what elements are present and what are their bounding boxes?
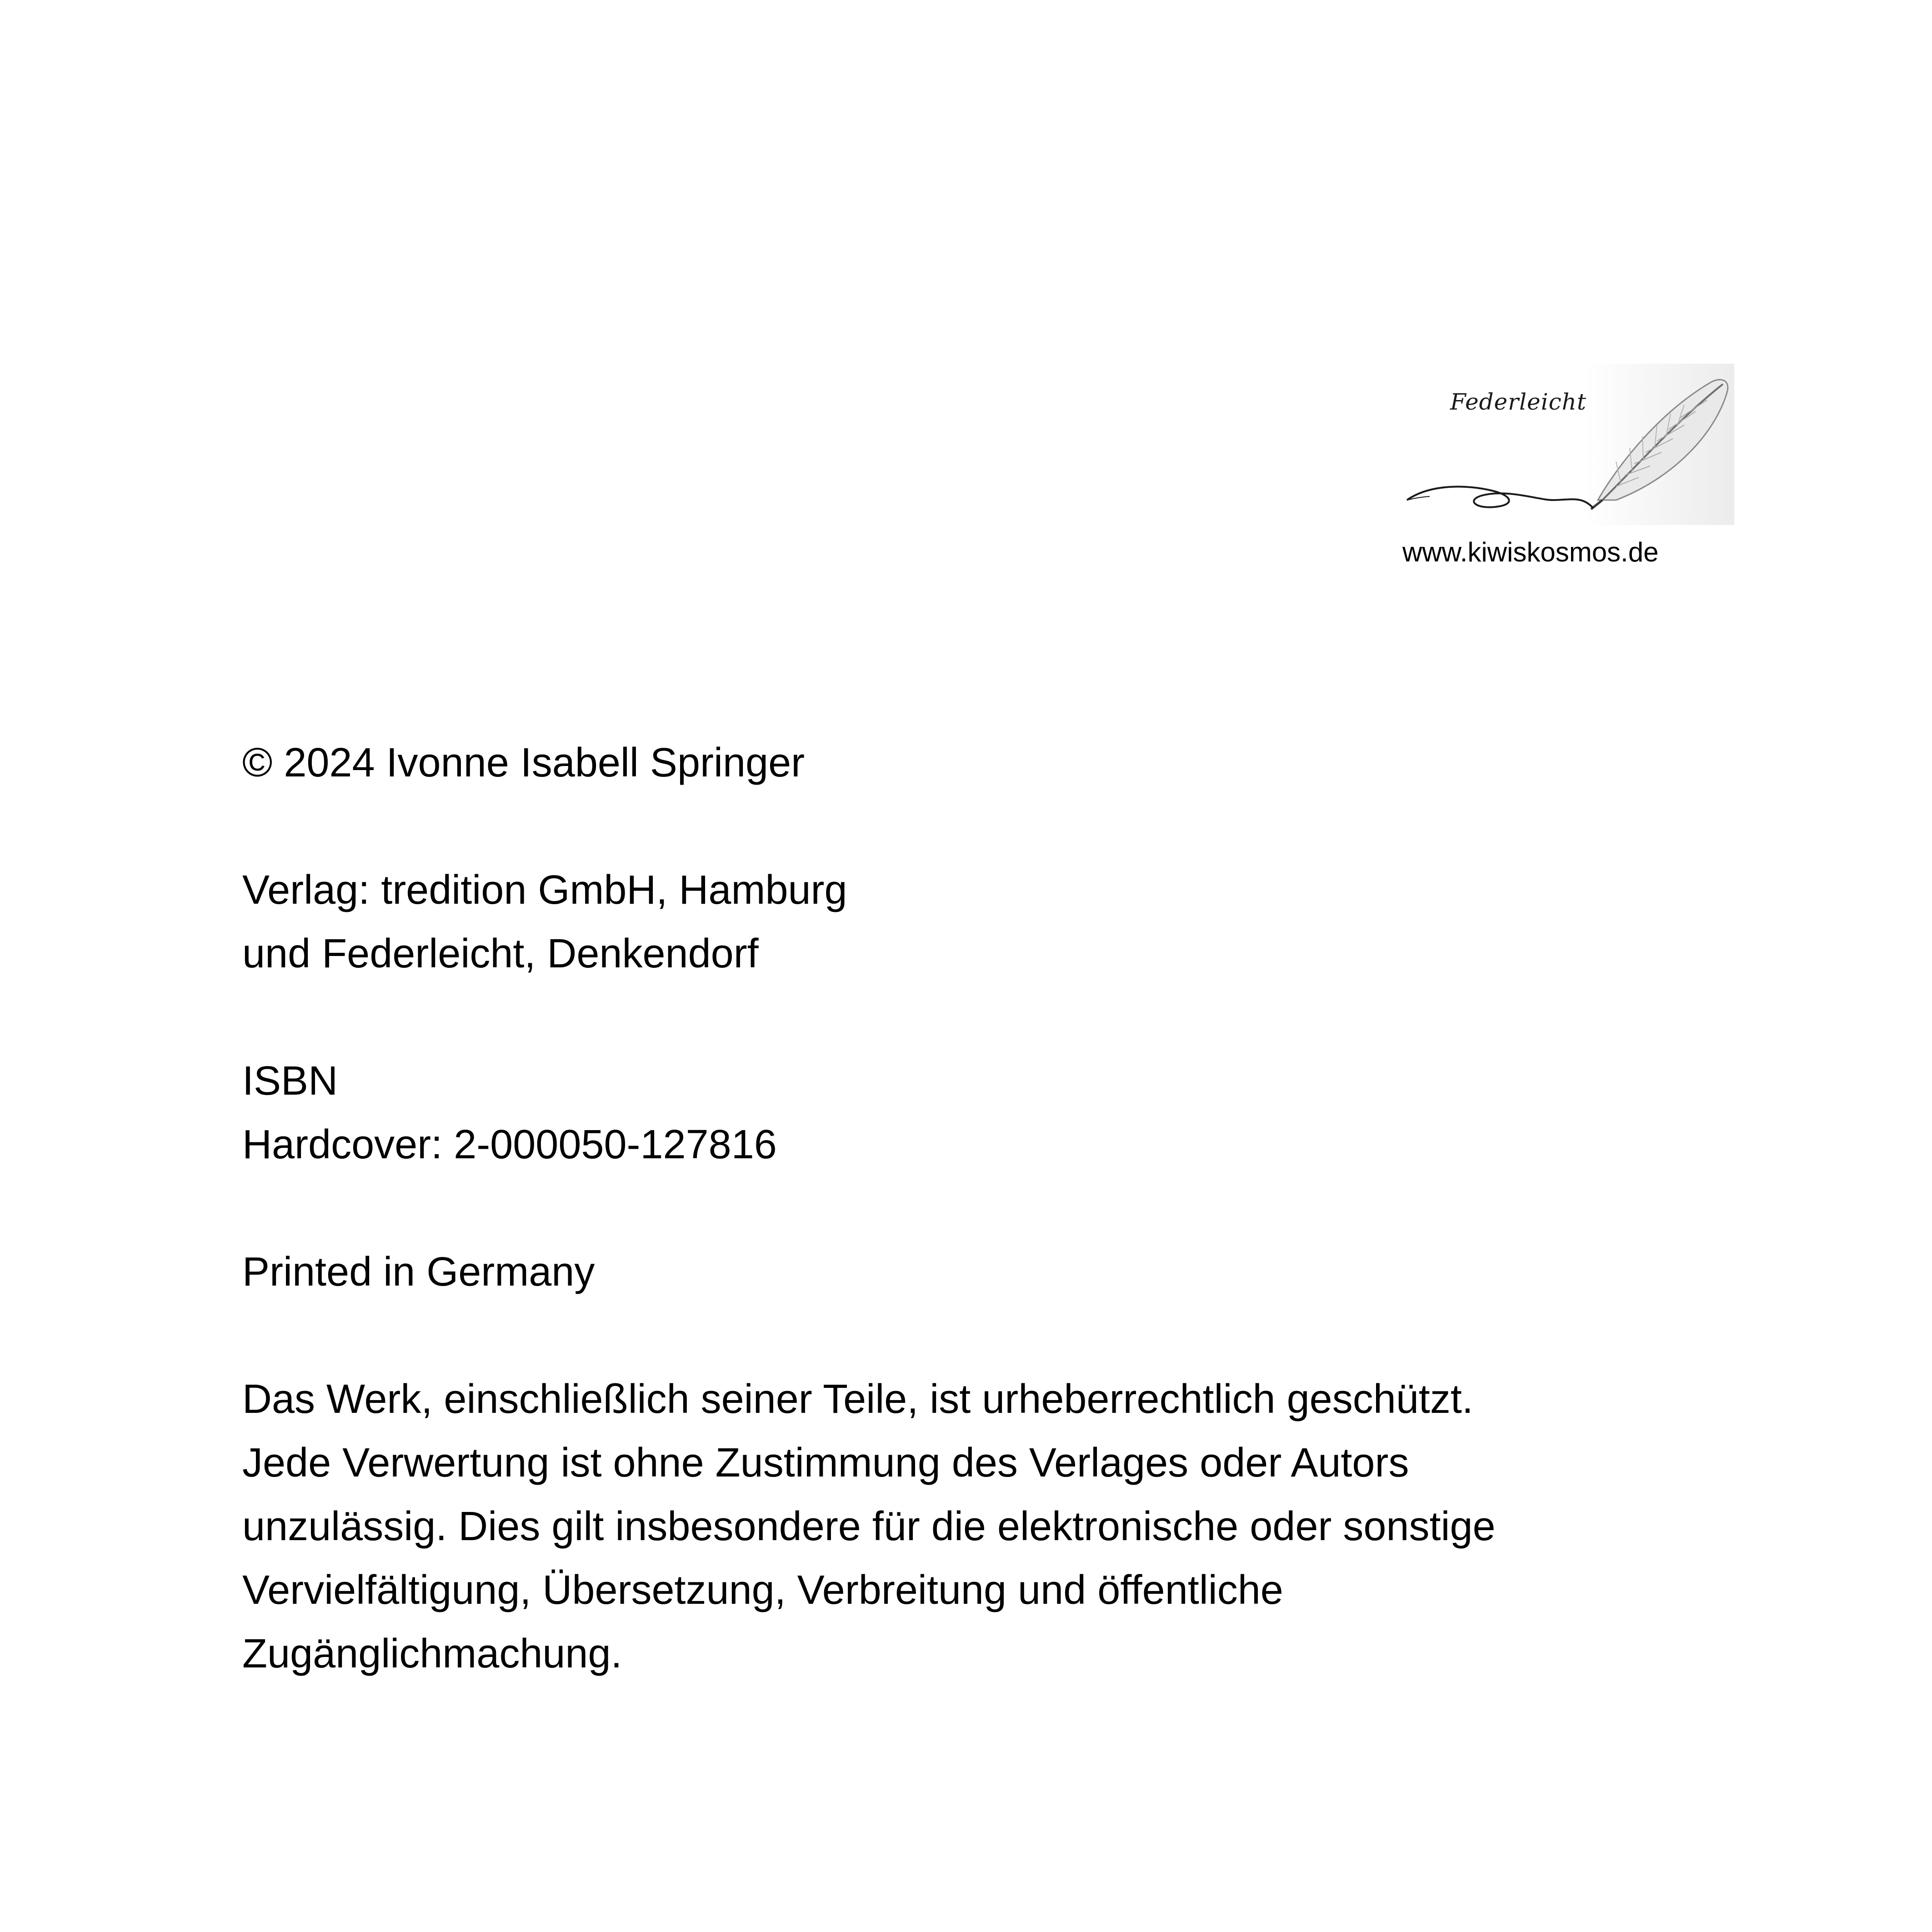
copyright-line: © 2024 Ivonne Isabell Springer bbox=[242, 740, 805, 786]
isbn-hardcover: Hardcover: 2-000050-127816 bbox=[242, 1122, 777, 1167]
imprint-text bbox=[242, 731, 1742, 1686]
legal-notice-line: Zugänglichmachung. bbox=[242, 1631, 622, 1677]
logo-wordmark: Federleicht bbox=[1450, 389, 1587, 415]
spacer bbox=[242, 1304, 1742, 1367]
spacer bbox=[242, 1176, 1742, 1240]
legal-notice-line: Das Werk, einschließlich seiner Teile, ist urheberrechtlich geschützt. bbox=[242, 1376, 1473, 1422]
publisher-line: Verlag: tredition GmbH, Hamburg bbox=[242, 867, 847, 913]
legal-notice-line: Jede Verwertung ist ohne Zustimmung des Verlages oder Autors bbox=[242, 1440, 1409, 1486]
legal-notice-line: unzulässig. Dies gilt insbesondere für die elektronische oder sonstige bbox=[242, 1504, 1496, 1549]
publisher-line: und Federleicht, Denkendorf bbox=[242, 931, 759, 976]
isbn-heading: ISBN bbox=[242, 1058, 338, 1104]
printed-in-line: Printed in Germany bbox=[242, 1249, 595, 1295]
feather-quill-icon bbox=[1402, 364, 1734, 525]
federleicht-logo bbox=[1402, 364, 1734, 525]
spacer bbox=[242, 986, 1742, 1049]
website-url: www.kiwiskosmos.de bbox=[1402, 537, 1659, 567]
legal-notice-line: Vervielfältigung, Übersetzung, Verbreitung und öffentliche bbox=[242, 1567, 1283, 1613]
spacer bbox=[242, 795, 1742, 858]
publisher-logo-block bbox=[1402, 364, 1739, 567]
